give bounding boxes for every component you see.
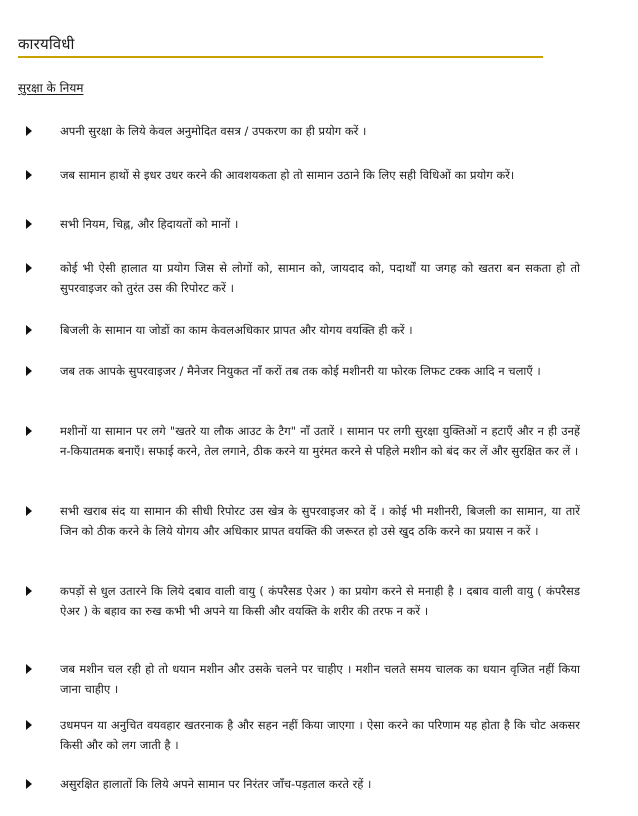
bullet-arrow-icon — [26, 586, 32, 596]
rule-text: जब मशीन चल रही हो तो धयान मशीन और उसके चलने पर चाहीए । मशीन चलते समय चालक का धयान वृजित नहीं किया जाना चाहीए । — [60, 662, 580, 696]
bullet-arrow-icon — [26, 426, 32, 436]
bullet-arrow-icon — [26, 219, 32, 229]
rule-text: जब तक आपके सुपरवाइजर / मैनेजर नियुकत नाँ करों तब तक कोई मशीनरी या फोरक लिफट टक्क आदि न चलाएँ । — [60, 364, 541, 378]
bullet-arrow-icon — [26, 170, 32, 180]
bullet-arrow-icon — [26, 126, 32, 136]
rule-text: सभी खराब संद या सामान की सीधी रिपोरट उस खेत्र के सुपरवाइजर को दें । कोई भी मशीनरी, बिजली का सामान, या तारें जिन को ठीक करने के लिये योगय और अधिकार प्रापत वयक्ति की जरूरत हो उसे खुद ठकि करने का प्रयास न करें । — [60, 504, 580, 538]
bullet-arrow-icon — [26, 664, 32, 674]
rule-text: सभी नियम, चिह्न, और हिदायतों को मानों । — [60, 217, 239, 231]
bullet-arrow-icon — [26, 366, 32, 376]
bullet-arrow-icon — [26, 720, 32, 730]
page-title: कारयविधी — [18, 35, 75, 53]
bullet-arrow-icon — [26, 263, 32, 273]
rule-text: कपड़ों से धुल उतारने कि लिये दबाव वाली वायु ( कंपरैसड ऐअर ) का प्रयोग करने से मनाही है । दबाव वाली वायु ( कंपरैसड ऐअर ) के बहाव का रुख कभी भी अपने या किसी और वयक्ति के शरीर की तरफ न करें । — [60, 584, 580, 618]
rule-text: मशीनों या सामान पर लगे "खतरे या लौक आउट के टैग" नाँ उतारें । सामान पर लगी सुरक्षा युक्तिओं न हटाएँ और न ही उनहें न-कियातमक बनाएँ। सफाई करने, तेल लगाने, ठीक करने या मुरंमत करने से पहिले मशीन को बंद कर लें और सुरक्षित कर लें । — [60, 424, 580, 458]
rule-text: उधमपन या अनुचित वयवहार खतरनाक है और सहन नहीं किया जाएगा । ऐसा करने का परिणाम यह होता है कि चोट अकसर किसी और को लग जाती है । — [60, 718, 580, 752]
rule-text: अपनी सुरक्षा के लिये केवल अनुमोदित वसत्र / उपकरण का ही प्रयोग करें । — [60, 124, 367, 138]
rule-text: बिजली के सामान या जोडों का काम केवलअधिकार प्रापत और योगय वयक्ति ही करें । — [60, 323, 413, 337]
title-underline — [18, 56, 543, 58]
bullet-arrow-icon — [26, 506, 32, 516]
bullet-arrow-icon — [26, 325, 32, 335]
rule-text: कोई भी ऐसी हालात या प्रयोग जिस से लोगों को, सामान को, जायदाद को, पदार्थों या जगह को खतरा बन सकता हो तो सुपरवाइजर को तुरंत उस की रिपोरट करें । — [60, 261, 580, 295]
rule-text: जब सामान हाथों से इधर उधर करने की आवशयकता हो तो सामान उठाने कि लिए सही विधिओं का प्रयोग करें। — [60, 168, 515, 182]
section-heading: सुरक्षा के नियम — [18, 81, 84, 95]
rule-text: असुरक्षित हालातों कि लिये अपने सामान पर निरंतर जाँच-पड़ताल करते रहें । — [60, 777, 372, 791]
bullet-arrow-icon — [26, 779, 32, 789]
